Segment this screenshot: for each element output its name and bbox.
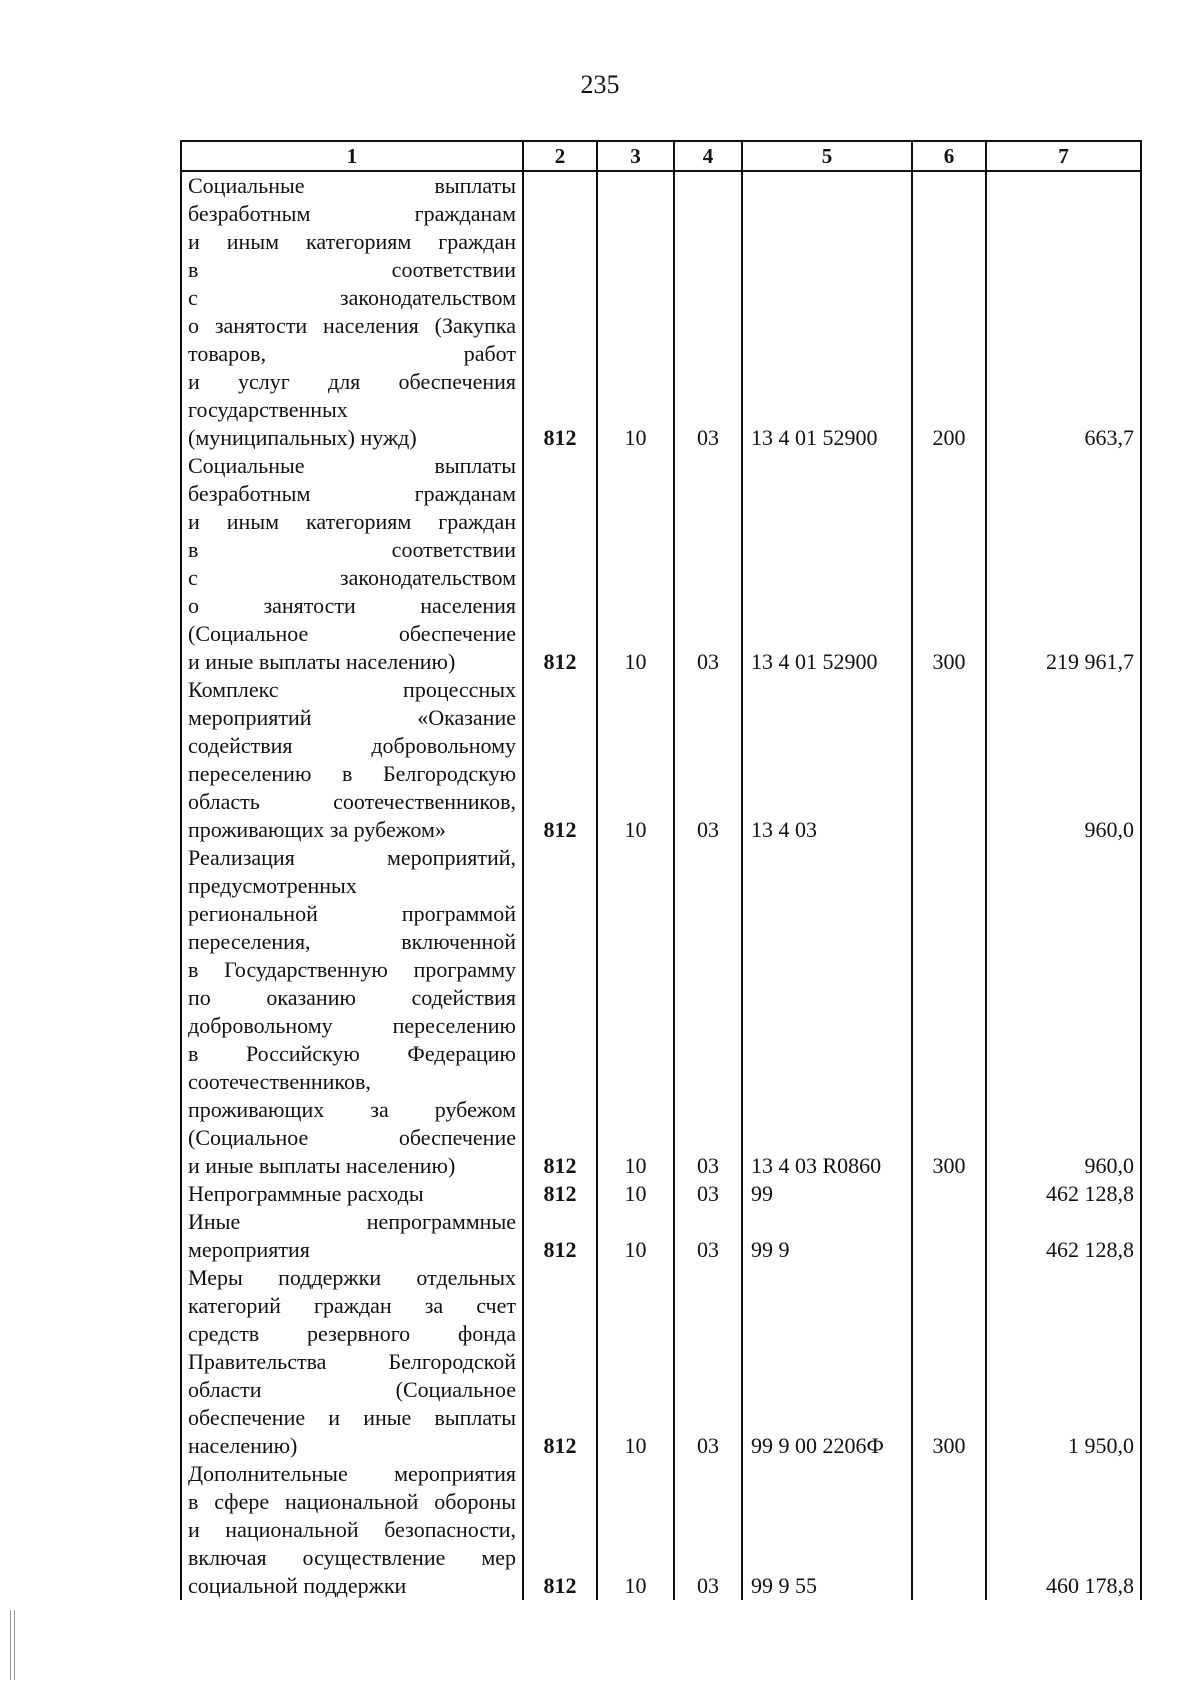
row-name-line: по оказанию содействия — [188, 985, 516, 1010]
row-c2-cell: 812 — [523, 1208, 597, 1264]
table-row — [181, 1208, 1141, 1264]
row-name-line: (муниципальных) нужд) — [188, 425, 417, 450]
row-c3-cell: 10 — [597, 452, 674, 676]
row-c4-cell: 03 — [674, 171, 742, 452]
row-c2-cell: 812 — [523, 844, 597, 1180]
row-c7-cell: 460 178,8 — [986, 1460, 1141, 1600]
row-c5-cell: 13 4 01 52900 — [742, 452, 912, 676]
row-c3-cell: 10 — [597, 844, 674, 1180]
row-name-line: переселения, включенной — [188, 929, 516, 954]
header-col-3: 3 — [597, 141, 674, 171]
row-c6-cell — [912, 1180, 986, 1208]
row-c4-cell: 03 — [674, 452, 742, 676]
row-name-line: и иные выплаты населению) — [188, 649, 456, 674]
row-c4-cell: 03 — [674, 676, 742, 844]
row-name-line: добровольному переселению — [188, 1013, 516, 1038]
row-name-line: Социальные выплаты — [188, 453, 516, 478]
row-name-line: безработным гражданам — [188, 201, 516, 226]
table-row — [181, 452, 1141, 676]
table-header-row — [181, 141, 1141, 171]
table-row — [181, 171, 1141, 452]
row-name-line: и иным категориям граждан — [188, 509, 516, 534]
row-name-line: о занятости населения — [188, 593, 516, 618]
header-col-4: 4 — [674, 141, 742, 171]
row-name-line: в сфере национальной обороны — [188, 1489, 516, 1514]
row-c5-cell: 13 4 03 — [742, 676, 912, 844]
row-c4-cell: 03 — [674, 1208, 742, 1264]
row-c6-cell: 300 — [912, 452, 986, 676]
row-name-line: Правительства Белгородской — [188, 1349, 516, 1374]
row-name-line: с законодательством — [188, 285, 516, 310]
row-name-line: и иные выплаты населению) — [188, 1153, 456, 1178]
row-c7-cell: 462 128,8 — [986, 1180, 1141, 1208]
row-c6-cell: 200 — [912, 171, 986, 452]
row-c3-cell: 10 — [597, 1264, 674, 1460]
row-c7-cell: 219 961,7 — [986, 452, 1141, 676]
header-col-7: 7 — [986, 141, 1141, 171]
row-name-line: область соотечественников, — [188, 789, 516, 814]
row-name-line: мероприятий «Оказание — [188, 705, 516, 730]
row-c7-cell: 462 128,8 — [986, 1208, 1141, 1264]
row-name-line: государственных — [188, 397, 348, 422]
row-name-line: товаров, работ — [188, 341, 516, 366]
row-name-line: населению) — [188, 1433, 298, 1458]
row-c5-cell: 99 9 — [742, 1208, 912, 1264]
row-c4-cell: 03 — [674, 844, 742, 1180]
header-col-2: 2 — [523, 141, 597, 171]
budget-table — [180, 140, 1142, 1600]
row-c2-cell: 812 — [523, 452, 597, 676]
row-c6-cell — [912, 1208, 986, 1264]
row-name-line: Комплекс процессных — [188, 677, 516, 702]
row-name-cell — [181, 1460, 523, 1600]
row-name-line: Дополнительные мероприятия — [188, 1461, 516, 1486]
row-name-cell — [181, 1264, 523, 1460]
row-name-line: категорий граждан за счет — [188, 1293, 516, 1318]
row-c3-cell: 10 — [597, 1460, 674, 1600]
row-name-line: Иные непрограммные — [188, 1209, 516, 1234]
row-name-line: безработным гражданам — [188, 481, 516, 506]
margin-mark — [10, 1610, 15, 1680]
row-name-line: содействия добровольному — [188, 733, 516, 758]
row-name-cell — [181, 676, 523, 844]
row-c2-cell: 812 — [523, 1180, 597, 1208]
row-name-cell — [181, 844, 523, 1180]
row-name-line: области (Социальное — [188, 1377, 516, 1402]
row-name-cell — [181, 1180, 523, 1208]
row-c2-cell: 812 — [523, 1460, 597, 1600]
row-name-line: о занятости населения (Закупка — [188, 313, 516, 338]
row-c3-cell: 10 — [597, 1180, 674, 1208]
row-name-line: (Социальное обеспечение — [188, 621, 516, 646]
row-c5-cell: 99 — [742, 1180, 912, 1208]
table-row — [181, 1180, 1141, 1208]
row-name-line: в соответствии — [188, 257, 516, 282]
row-name-line: в Российскую Федерацию — [188, 1041, 516, 1066]
page-number: 235 — [580, 70, 620, 99]
row-c3-cell: 10 — [597, 171, 674, 452]
row-name-line: мероприятия — [188, 1237, 310, 1262]
row-c4-cell: 03 — [674, 1460, 742, 1600]
row-name-line: Непрограммные расходы — [188, 1181, 424, 1206]
row-c4-cell: 03 — [674, 1264, 742, 1460]
row-c3-cell: 10 — [597, 676, 674, 844]
row-name-line: в соответствии — [188, 537, 516, 562]
row-c7-cell: 1 950,0 — [986, 1264, 1141, 1460]
row-name-line: с законодательством — [188, 565, 516, 590]
row-name-line: Реализация мероприятий, — [188, 845, 516, 870]
row-c6-cell — [912, 1460, 986, 1600]
row-c5-cell: 99 9 55 — [742, 1460, 912, 1600]
row-name-line: Социальные выплаты — [188, 173, 516, 198]
row-name-cell — [181, 452, 523, 676]
row-name-line: предусмотренных — [188, 873, 357, 898]
row-c2-cell: 812 — [523, 171, 597, 452]
row-c7-cell: 960,0 — [986, 844, 1141, 1180]
row-name-line: (Социальное обеспечение — [188, 1125, 516, 1150]
row-c2-cell: 812 — [523, 676, 597, 844]
table-row — [181, 844, 1141, 1180]
row-name-line: включая осуществление мер — [188, 1545, 516, 1570]
row-name-line: и услуг для обеспечения — [188, 369, 516, 394]
row-c4-cell: 03 — [674, 1180, 742, 1208]
row-c5-cell: 13 4 03 R0860 — [742, 844, 912, 1180]
row-c3-cell: 10 — [597, 1208, 674, 1264]
header-col-1: 1 — [181, 141, 523, 171]
table-row — [181, 1460, 1141, 1600]
row-c6-cell: 300 — [912, 844, 986, 1180]
row-c6-cell: 300 — [912, 1264, 986, 1460]
row-name-line: обеспечение и иные выплаты — [188, 1405, 516, 1430]
table-row — [181, 676, 1141, 844]
row-c7-cell: 663,7 — [986, 171, 1141, 452]
row-name-line: социальной поддержки — [188, 1573, 407, 1598]
row-name-cell — [181, 171, 523, 452]
table-body — [181, 171, 1141, 1600]
row-name-line: в Государственную программу — [188, 957, 516, 982]
row-name-line: и национальной безопасности, — [188, 1517, 516, 1542]
row-c5-cell: 13 4 01 52900 — [742, 171, 912, 452]
row-name-line: соотечественников, — [188, 1069, 371, 1094]
row-c6-cell — [912, 676, 986, 844]
row-name-line: региональной программой — [188, 901, 516, 926]
row-name-line: проживающих за рубежом — [188, 1097, 516, 1122]
row-name-line: проживающих за рубежом» — [188, 817, 446, 842]
row-name-line: переселению в Белгородскую — [188, 761, 516, 786]
row-name-line: средств резервного фонда — [188, 1321, 516, 1346]
row-c7-cell: 960,0 — [986, 676, 1141, 844]
row-name-line: и иным категориям граждан — [188, 229, 516, 254]
header-col-5: 5 — [742, 141, 912, 171]
row-c2-cell: 812 — [523, 1264, 597, 1460]
row-name-cell — [181, 1208, 523, 1264]
table-row — [181, 1264, 1141, 1460]
header-col-6: 6 — [912, 141, 986, 171]
row-c5-cell: 99 9 00 2206Ф — [742, 1264, 912, 1460]
row-name-line: Меры поддержки отдельных — [188, 1265, 516, 1290]
